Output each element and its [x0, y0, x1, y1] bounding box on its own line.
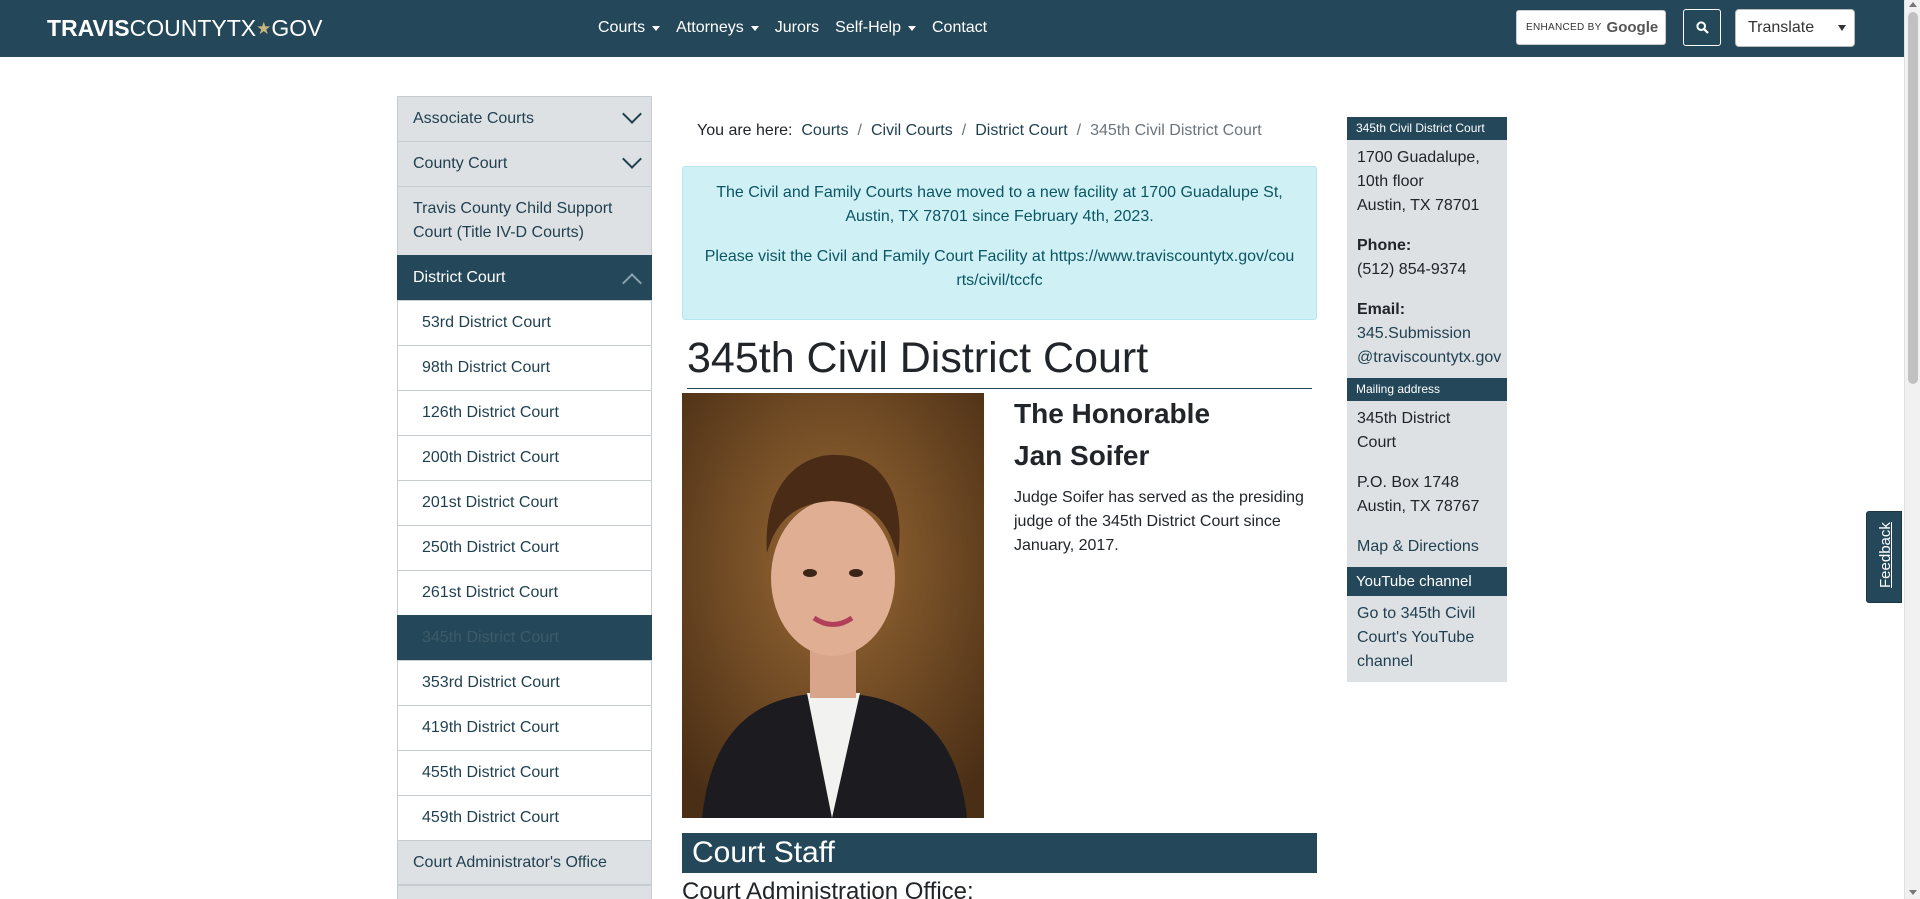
- address-line: 10th floor: [1357, 173, 1424, 190]
- sidebar-item-district-court[interactable]: [397, 255, 652, 300]
- breadcrumb-current: 345th Civil District Court: [1090, 122, 1262, 139]
- judge-name: [1014, 393, 1210, 477]
- alert-text: The Civil and Family Courts have moved to a new facility at 1700 Guadalupe St, Austin, TX 78701 since February 4th, 2023.: [716, 184, 1283, 225]
- sidebar-item-associate-courts[interactable]: [397, 96, 652, 141]
- dropdown-arrow-icon: [1838, 25, 1846, 31]
- alert-visit-text: [703, 245, 1296, 293]
- logo-gov: GOV: [271, 15, 323, 41]
- sidebar-item-partial[interactable]: [397, 885, 652, 899]
- alert-visit-prefix: Please visit the Civil and Family Court Facility at: [704, 248, 1046, 265]
- search-enhanced-label: ENHANCED BY: [1526, 22, 1602, 33]
- sidebar-item-court-administrator[interactable]: [397, 840, 652, 885]
- judge-bio: Judge Soifer has served as the presiding judge of the 345th District Court since January, 2017.: [1014, 489, 1304, 554]
- phone-label: Phone:: [1357, 237, 1412, 254]
- main-nav: [598, 19, 1003, 37]
- map-directions-link[interactable]: Map & Directions: [1357, 538, 1479, 555]
- sidebar-subitem[interactable]: [397, 300, 652, 345]
- sidebar-subitem[interactable]: [397, 435, 652, 480]
- logo-bold: TRAVIS: [47, 15, 130, 41]
- nav-self-help[interactable]: [835, 19, 916, 37]
- youtube-heading: YouTube channel: [1347, 567, 1507, 596]
- sidebar-subitem[interactable]: [397, 390, 652, 435]
- caret-down-icon: [751, 26, 759, 31]
- feedback-tab[interactable]: [1866, 511, 1902, 603]
- alert-facility-link[interactable]: https://www.traviscountytx.gov/courts/civil/tccfc: [956, 248, 1295, 289]
- sidebar-sublink[interactable]: 345th District Court: [422, 629, 559, 646]
- court-info-heading: 345th Civil District Court: [1347, 117, 1507, 140]
- scroll-down-arrow-icon[interactable]: [1909, 890, 1917, 895]
- scroll-up-arrow-icon[interactable]: [1909, 2, 1917, 7]
- sidebar-nav: [397, 96, 652, 899]
- chevron-down-icon[interactable]: [622, 149, 642, 169]
- search-input[interactable]: [1516, 10, 1666, 45]
- sidebar-sublink[interactable]: 353rd District Court: [422, 674, 560, 691]
- judge-portrait: [682, 393, 984, 818]
- sidebar-sublink[interactable]: 250th District Court: [422, 539, 559, 556]
- sidebar-sublink[interactable]: 53rd District Court: [422, 314, 551, 331]
- sidebar-sublink[interactable]: 200th District Court: [422, 449, 559, 466]
- nav-courts[interactable]: [598, 19, 660, 37]
- judge-honorific: The Honorable: [1014, 398, 1211, 429]
- court-staff-heading: Court Staff: [682, 833, 1317, 873]
- sidebar-item-county-court[interactable]: [397, 141, 652, 186]
- nav-courts-label: Courts: [598, 19, 646, 36]
- sidebar-link[interactable]: Travis County Child Support Court (Title IV-D Courts): [413, 200, 613, 241]
- mailing-address-body: [1347, 401, 1507, 567]
- email-label: Email:: [1357, 301, 1406, 318]
- page-title: 345th Civil District Court: [687, 332, 1312, 389]
- logo-county: COUNTYTX: [129, 15, 257, 41]
- nav-contact[interactable]: [932, 19, 987, 37]
- po-box-line: P.O. Box 1748: [1357, 474, 1459, 491]
- caret-down-icon: [908, 26, 916, 31]
- nav-jurors[interactable]: [775, 19, 819, 37]
- nav-attorneys[interactable]: [676, 19, 759, 37]
- sidebar-subitem[interactable]: [397, 525, 652, 570]
- judge-portrait-image: [682, 393, 984, 818]
- sidebar-item-child-support-court[interactable]: [397, 186, 652, 255]
- nav-jurors-label: Jurors: [774, 19, 820, 36]
- mail-line: Court: [1357, 434, 1397, 451]
- caret-down-icon: [652, 26, 660, 31]
- relocation-alert: [682, 166, 1317, 320]
- court-info-body: [1347, 140, 1507, 378]
- youtube-body: [1347, 596, 1507, 682]
- breadcrumb-prefix: You are here:: [697, 122, 793, 139]
- breadcrumb: [697, 122, 1262, 140]
- phone-number: (512) 854-9374: [1357, 261, 1467, 278]
- po-box-city: Austin, TX 78767: [1357, 498, 1480, 515]
- address-line: Austin, TX 78701: [1357, 197, 1480, 214]
- email-link-domain[interactable]: @traviscountytx.gov: [1357, 349, 1502, 366]
- sidebar-subitem[interactable]: [397, 345, 652, 390]
- translate-select[interactable]: [1735, 9, 1855, 47]
- judge-full-name: Jan Soifer: [1014, 440, 1150, 471]
- scroll-thumb[interactable]: [1908, 12, 1918, 384]
- chevron-up-icon[interactable]: [622, 273, 642, 293]
- breadcrumb-separator: /: [961, 122, 967, 139]
- mail-line: 345th District: [1357, 410, 1451, 427]
- breadcrumb-link-civil-courts[interactable]: Civil Courts: [870, 122, 953, 139]
- email-link[interactable]: 345.Submission: [1357, 325, 1471, 342]
- sidebar-sublink[interactable]: 455th District Court: [422, 764, 559, 781]
- breadcrumb-link-courts[interactable]: Courts: [801, 122, 849, 139]
- sidebar-sublink[interactable]: 126th District Court: [422, 404, 559, 421]
- chevron-down-icon[interactable]: [622, 104, 642, 124]
- court-admin-subheading: Court Administration Office:: [682, 878, 974, 899]
- translate-label: Translate: [1748, 19, 1815, 36]
- nav-self-help-label: Self-Help: [835, 19, 901, 36]
- sidebar-sublink[interactable]: 201st District Court: [422, 494, 559, 511]
- court-info-panel: [1347, 117, 1507, 682]
- sidebar-link[interactable]: Court Administrator's Office: [413, 854, 607, 871]
- google-logo: Google: [1606, 19, 1659, 36]
- sidebar-subitem[interactable]: [397, 480, 652, 525]
- star-icon: ★: [256, 19, 272, 38]
- sidebar-subitem[interactable]: [397, 750, 652, 795]
- sidebar-subitem[interactable]: [397, 570, 652, 615]
- sidebar-subitem-current[interactable]: [397, 615, 652, 660]
- breadcrumb-separator: /: [857, 122, 862, 139]
- breadcrumb-separator: /: [1076, 122, 1082, 139]
- page-scrollbar[interactable]: [1904, 0, 1920, 899]
- sidebar-sublink[interactable]: 98th District Court: [422, 359, 551, 376]
- sidebar-sublink[interactable]: 419th District Court: [422, 719, 559, 736]
- sidebar-sublink[interactable]: 459th District Court: [422, 809, 559, 826]
- search-icon: [1696, 21, 1709, 34]
- top-navbar: [0, 0, 1904, 57]
- youtube-channel-link[interactable]: Go to 345th Civil Court's YouTube channel: [1357, 605, 1476, 670]
- nav-attorneys-label: Attorneys: [676, 19, 744, 36]
- address-line: 1700 Guadalupe,: [1357, 149, 1480, 166]
- sidebar-link[interactable]: County Court: [413, 155, 508, 172]
- sidebar-subitem[interactable]: [397, 705, 652, 750]
- site-logo[interactable]: [47, 15, 323, 42]
- search-button[interactable]: [1683, 9, 1721, 46]
- nav-contact-label: Contact: [931, 19, 988, 36]
- breadcrumb-link-district-court[interactable]: District Court: [975, 122, 1068, 139]
- sidebar-subitem[interactable]: [397, 660, 652, 705]
- sidebar-sublink[interactable]: 261st District Court: [422, 584, 559, 601]
- sidebar-subitem[interactable]: [397, 795, 652, 840]
- feedback-label: Feedback: [1877, 522, 1894, 588]
- sidebar-link[interactable]: District Court: [413, 269, 506, 286]
- mailing-address-heading: Mailing address: [1347, 378, 1507, 401]
- sidebar-link[interactable]: Associate Courts: [413, 110, 534, 127]
